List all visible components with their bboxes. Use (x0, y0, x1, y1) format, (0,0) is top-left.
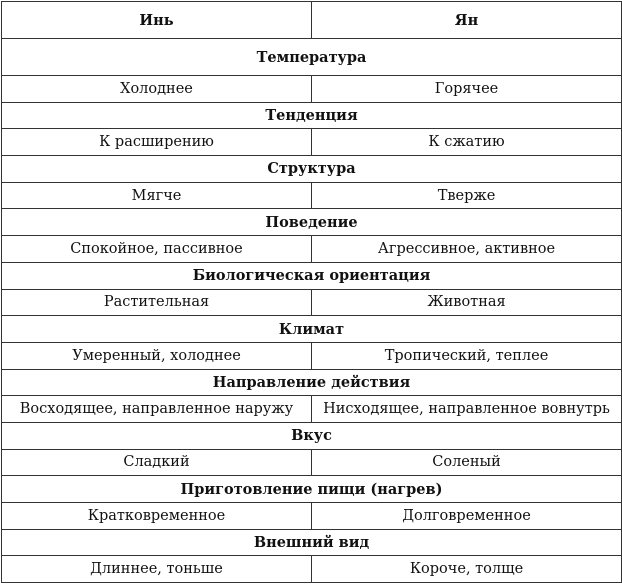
category-row (2, 316, 622, 343)
yin-value: Восходящее, направленное наружу (2, 396, 312, 423)
header-row (2, 2, 622, 39)
yin-value: К расширению (2, 129, 312, 156)
yang-value: Тверже (312, 182, 622, 209)
yang-value: К сжатию (312, 129, 622, 156)
category-row (2, 262, 622, 289)
category-label: Биологическая ориентация (2, 262, 622, 289)
category-label: Направление действия (2, 369, 622, 396)
header-yang: Ян (312, 2, 622, 39)
yang-value: Соленый (312, 449, 622, 476)
yin-value: Холоднее (2, 76, 312, 103)
category-row (2, 39, 622, 76)
category-row (2, 529, 622, 556)
yin-value: Спокойное, пассивное (2, 236, 312, 263)
value-row (2, 76, 622, 103)
value-row (2, 182, 622, 209)
category-row (2, 209, 622, 236)
category-row (2, 102, 622, 129)
category-label: Климат (2, 316, 622, 343)
value-row (2, 129, 622, 156)
category-label: Поведение (2, 209, 622, 236)
header-yin: Инь (2, 2, 312, 39)
value-row (2, 449, 622, 476)
category-label: Внешний вид (2, 529, 622, 556)
category-row (2, 476, 622, 503)
yin-value: Умеренный, холоднее (2, 342, 312, 369)
yang-value: Животная (312, 289, 622, 316)
value-row (2, 556, 622, 583)
category-label: Температура (2, 39, 622, 76)
yin-value: Мягче (2, 182, 312, 209)
yin-value: Растительная (2, 289, 312, 316)
category-row (2, 156, 622, 183)
yin-yang-table (1, 1, 622, 583)
category-label: Вкус (2, 422, 622, 449)
yin-value: Сладкий (2, 449, 312, 476)
yin-value: Кратковременное (2, 503, 312, 530)
category-label: Приготовление пищи (нагрев) (2, 476, 622, 503)
value-row (2, 236, 622, 263)
yang-value: Агрессивное, активное (312, 236, 622, 263)
value-row (2, 342, 622, 369)
category-label: Тенденция (2, 102, 622, 129)
value-row (2, 396, 622, 423)
yang-value: Короче, толще (312, 556, 622, 583)
category-row (2, 422, 622, 449)
yang-value: Нисходящее, направленное вовнутрь (312, 396, 622, 423)
yang-value: Горячее (312, 76, 622, 103)
category-row (2, 369, 622, 396)
value-row (2, 503, 622, 530)
value-row (2, 289, 622, 316)
category-label: Структура (2, 156, 622, 183)
yang-value: Долговременное (312, 503, 622, 530)
yang-value: Тропический, теплее (312, 342, 622, 369)
yin-value: Длиннее, тоньше (2, 556, 312, 583)
